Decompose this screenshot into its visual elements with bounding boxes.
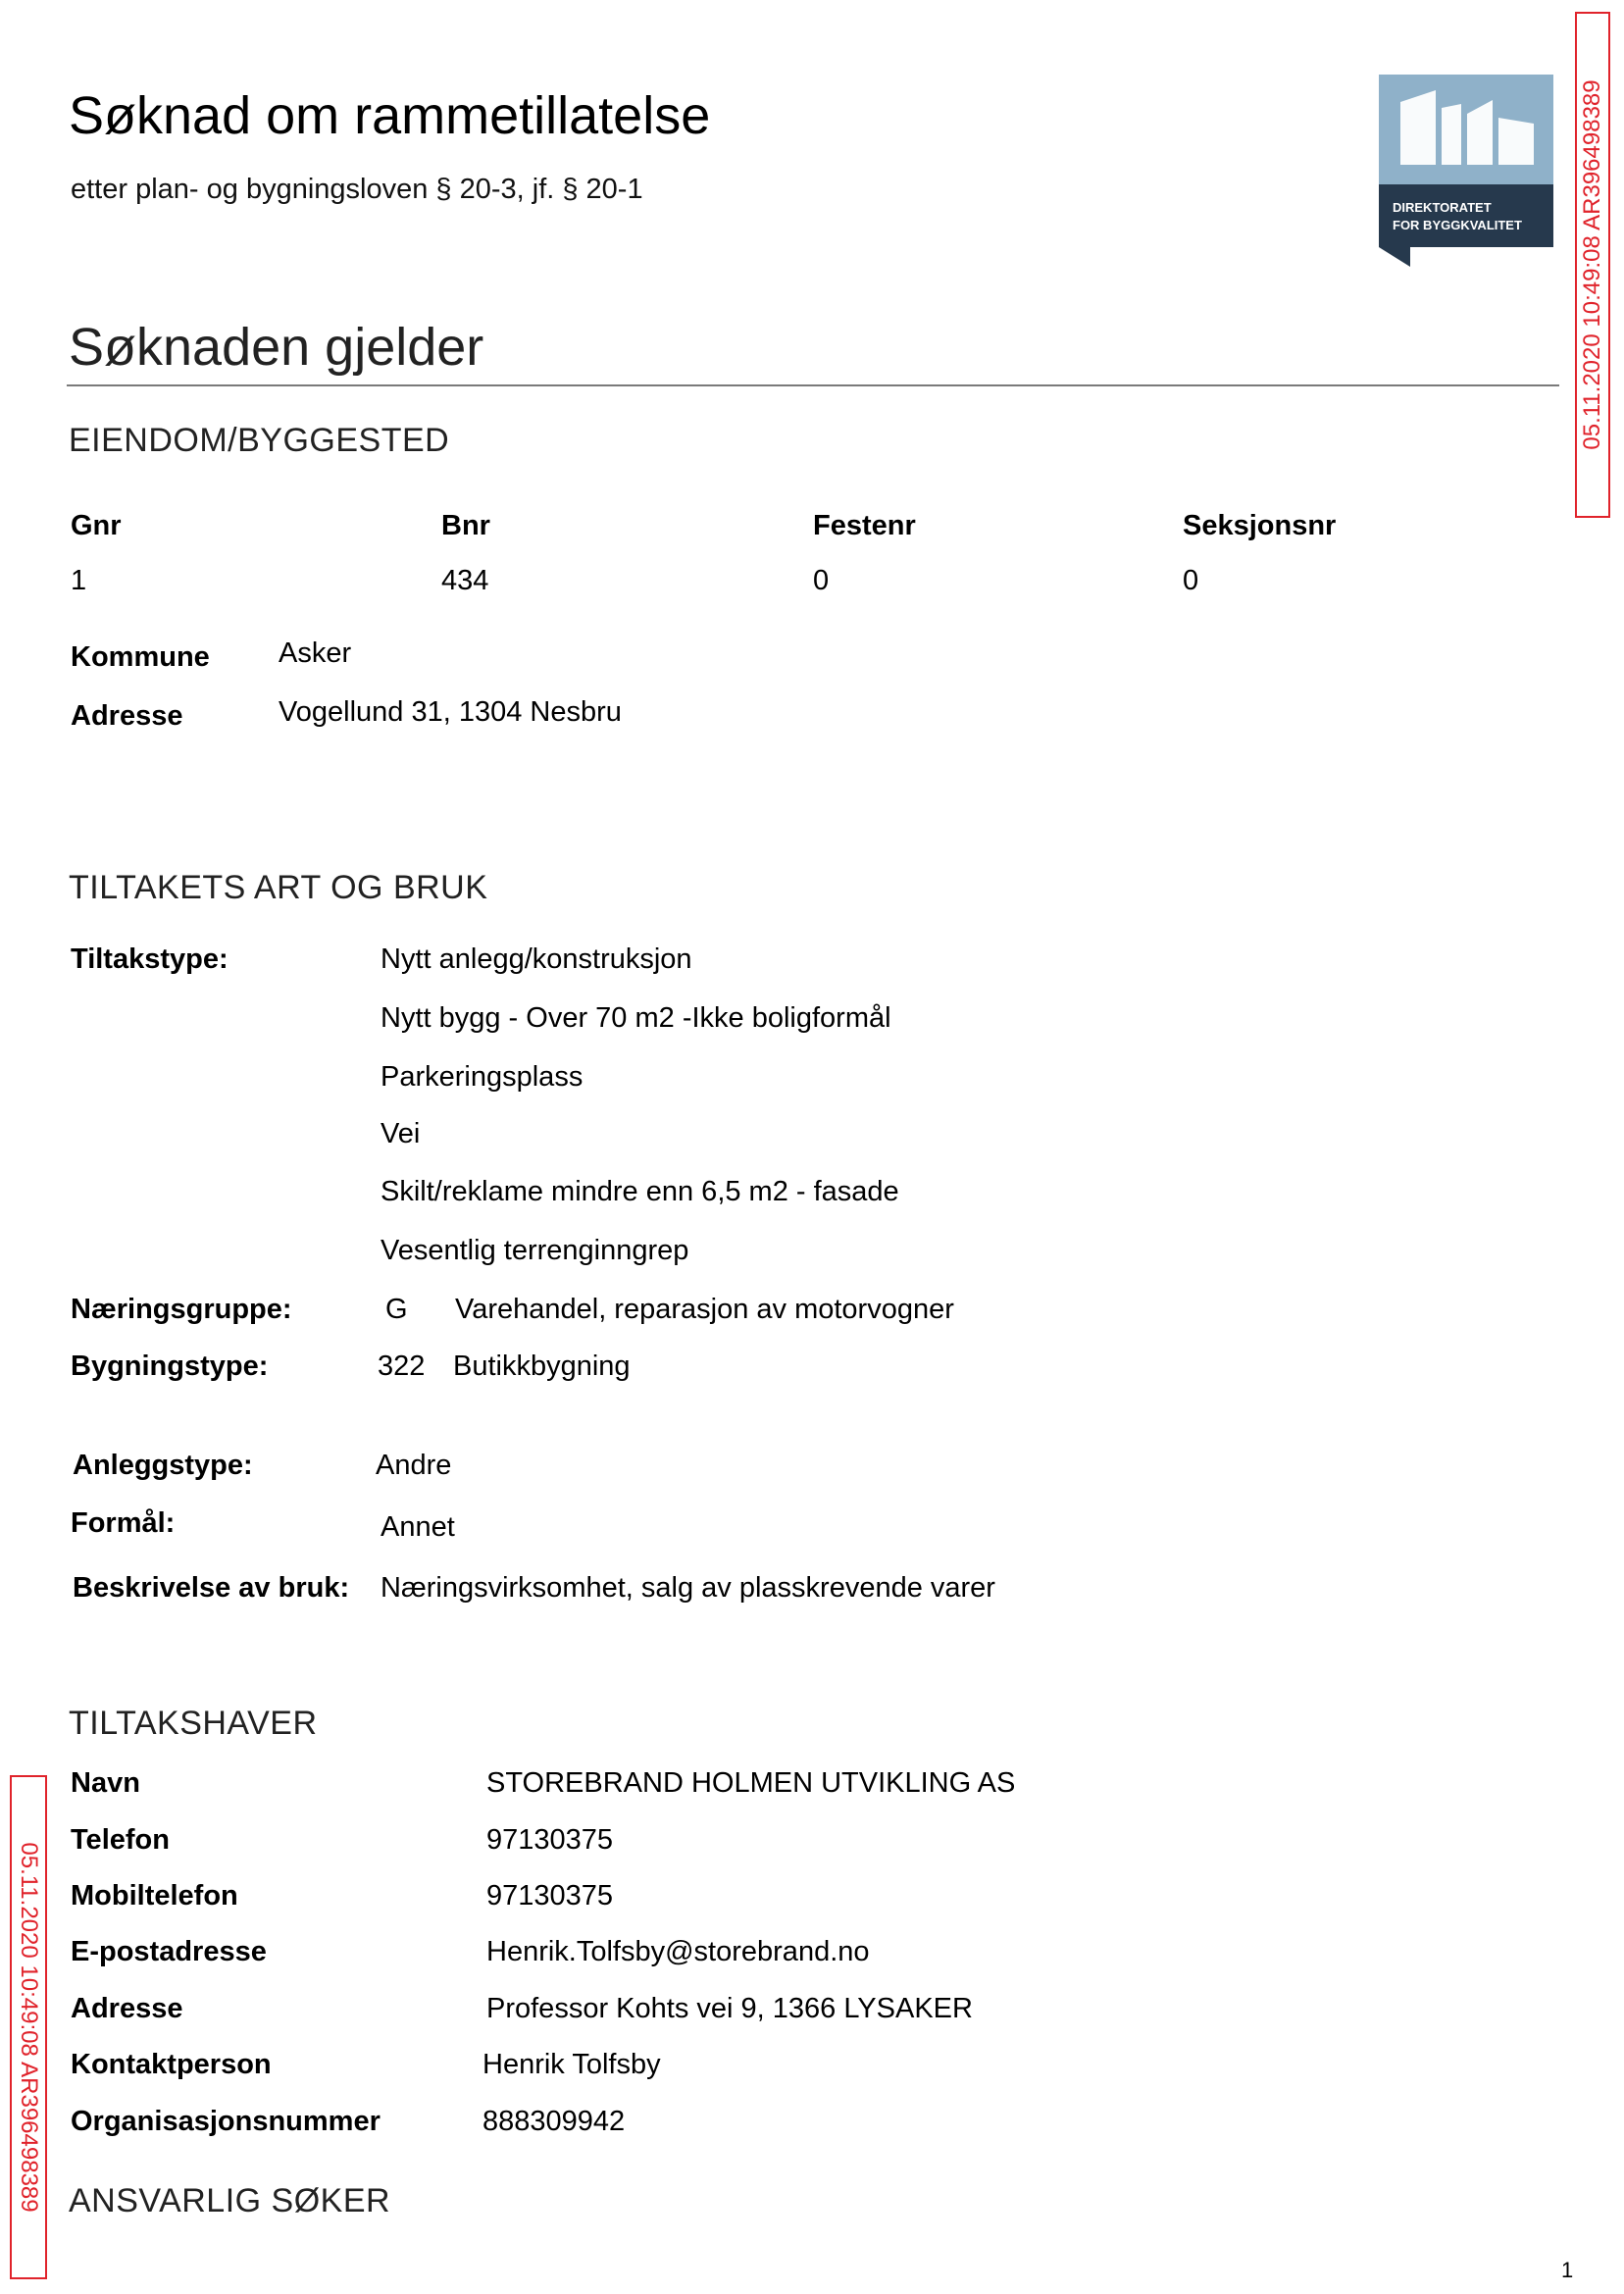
label-kommune: Kommune: [71, 641, 210, 673]
timestamp-stamp-left: 05.11.2020 10:49:08 AR396498389: [16, 1842, 42, 2213]
dibk-logo-graphic: [1379, 75, 1553, 267]
timestamp-stamp-right: 05.11.2020 10:49:08 AR396498389: [1579, 79, 1605, 450]
label-telefon: Telefon: [71, 1824, 170, 1856]
section-divider: [67, 384, 1559, 386]
label-formal: Formål:: [71, 1507, 176, 1539]
value-adresse-tiltakshaver: Professor Kohts vei 9, 1366 LYSAKER: [486, 1993, 973, 2024]
value-naeringsgruppe-code: G: [385, 1294, 408, 1325]
tiltakstype-item: Skilt/reklame mindre enn 6,5 m2 - fasade: [381, 1176, 899, 1207]
section-title: Søknaden gjelder: [69, 318, 484, 377]
value-seksjonsnr: 0: [1183, 565, 1199, 596]
tiltakstype-item: Nytt bygg - Over 70 m2 -Ikke boligformål: [381, 1002, 891, 1034]
label-mobiltelefon: Mobiltelefon: [71, 1880, 238, 1912]
label-adresse-eiendom: Adresse: [71, 700, 183, 732]
heading-ansvarlig-soker: ANSVARLIG SØKER: [69, 2182, 391, 2219]
label-tiltakstype: Tiltakstype:: [71, 943, 228, 975]
tiltakstype-item: Vei: [381, 1118, 421, 1149]
value-festenr: 0: [813, 565, 830, 596]
value-beskrivelse: Næringsvirksomhet, salg av plasskrevende varer: [381, 1572, 995, 1604]
label-epost: E-postadresse: [71, 1936, 267, 1967]
label-bygningstype: Bygningstype:: [71, 1351, 269, 1382]
value-epost: Henrik.Tolfsby@storebrand.no: [486, 1936, 870, 1967]
value-naeringsgruppe-text: Varehandel, reparasjon av motorvogner: [455, 1294, 954, 1325]
page-number: 1: [1561, 2258, 1574, 2282]
label-bnr: Bnr: [441, 510, 490, 541]
document-title: Søknad om rammetillatelse: [69, 86, 711, 145]
tiltakstype-item: Parkeringsplass: [381, 1061, 584, 1093]
value-organisasjonsnummer: 888309942: [482, 2106, 626, 2137]
label-anleggstype: Anleggstype:: [73, 1450, 253, 1481]
label-navn: Navn: [71, 1767, 140, 1799]
value-kontaktperson: Henrik Tolfsby: [482, 2049, 661, 2080]
tiltakstype-item: Nytt anlegg/konstruksjon: [381, 943, 692, 975]
value-anleggstype: Andre: [376, 1450, 452, 1481]
value-formal: Annet: [381, 1511, 455, 1543]
label-festenr: Festenr: [813, 510, 916, 541]
label-seksjonsnr: Seksjonsnr: [1183, 510, 1337, 541]
label-kontaktperson: Kontaktperson: [71, 2049, 272, 2080]
value-bnr: 434: [441, 565, 489, 596]
value-mobiltelefon: 97130375: [486, 1880, 614, 1912]
heading-eiendom: EIENDOM/BYGGESTED: [69, 422, 450, 459]
value-kommune: Asker: [279, 637, 352, 669]
value-telefon: 97130375: [486, 1824, 614, 1856]
document-subtitle: etter plan- og bygningsloven § 20-3, jf. § 20-1: [71, 174, 643, 205]
value-bygningstype-text: Butikkbygning: [453, 1351, 631, 1382]
tiltakstype-item: Vesentlig terrenginngrep: [381, 1235, 689, 1266]
logo-text-line1: DIREKTORATET: [1393, 200, 1492, 215]
logo-text-line2: FOR BYGGKVALITET: [1393, 218, 1522, 232]
label-gnr: Gnr: [71, 510, 122, 541]
value-adresse-eiendom: Vogellund 31, 1304 Nesbru: [279, 696, 622, 728]
heading-tiltak: TILTAKETS ART OG BRUK: [69, 869, 488, 906]
label-organisasjonsnummer: Organisasjonsnummer: [71, 2106, 381, 2137]
value-gnr: 1: [71, 565, 87, 596]
value-navn: STOREBRAND HOLMEN UTVIKLING AS: [486, 1767, 1016, 1799]
value-bygningstype-code: 322: [378, 1351, 426, 1382]
dibk-logo: [1379, 75, 1553, 267]
label-naeringsgruppe: Næringsgruppe:: [71, 1294, 292, 1325]
label-beskrivelse: Beskrivelse av bruk:: [73, 1572, 350, 1604]
heading-tiltakshaver: TILTAKSHAVER: [69, 1705, 318, 1742]
label-adresse-tiltakshaver: Adresse: [71, 1993, 183, 2024]
